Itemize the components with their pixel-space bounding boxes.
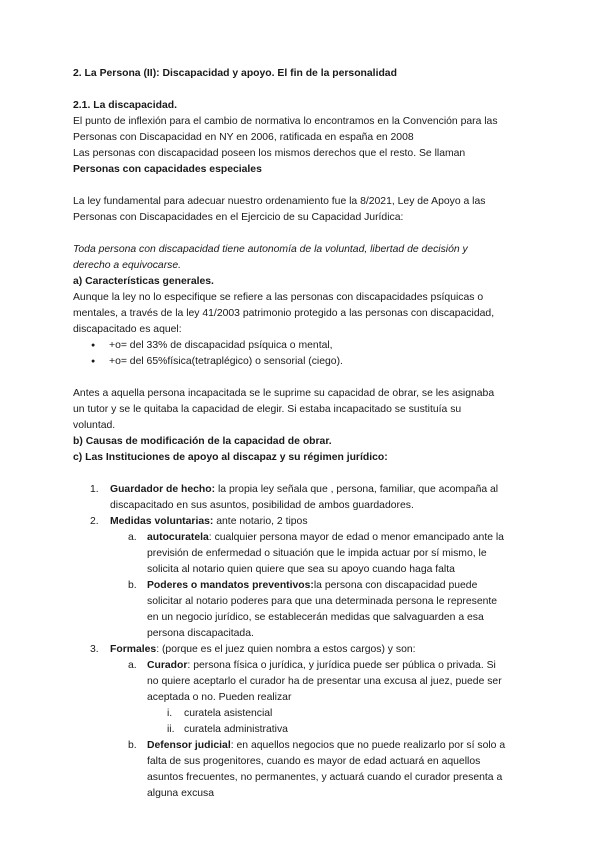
item-label: Poderes o mandatos preventivos: xyxy=(147,580,314,591)
paragraph-line: Personas con Discapacidades en el Ejercicio de su Capacidad Jurídica: xyxy=(73,212,404,223)
item-text: : en aquellos negocios que no puede realizarlo por sí solo a xyxy=(230,740,506,751)
item-label: Guardador de hecho: xyxy=(110,484,216,495)
paragraph-line: Antes a aquella persona incapacitada se le suprime su capacidad de obrar, se les asignaba xyxy=(73,388,495,399)
list-item-guardador xyxy=(73,482,528,514)
sublist xyxy=(110,530,528,642)
item-text: discapacitado en sus asuntos, posibilidad de ambos guardadores. xyxy=(110,500,414,511)
sublist-letter: a. xyxy=(128,532,137,543)
item-text: alguna excusa xyxy=(147,788,215,799)
item-text: curatela asistencial xyxy=(184,708,273,719)
list-number: 1. xyxy=(90,484,99,495)
item-label: Curador xyxy=(147,660,188,671)
list-item-formales xyxy=(73,642,528,802)
paragraph-line: La ley fundamental para adecuar nuestro ordenamiento fue la 8/2021, Ley de Apoyo a las xyxy=(73,196,486,207)
section-c-heading: c) Las Instituciones de apoyo al discapaz y su régimen jurídico: xyxy=(73,452,388,463)
list-number: 2. xyxy=(90,516,99,527)
roman-numeral: ii. xyxy=(167,724,175,735)
item-text: : cualquier persona mayor de edad o menor emancipado ante la xyxy=(208,532,504,543)
paragraph-line: discapacitado es aquel: xyxy=(73,324,182,335)
item-text: la persona con discapacidad puede xyxy=(313,580,478,591)
sublist-letter: b. xyxy=(128,580,137,591)
sublist-letter: a. xyxy=(128,660,137,671)
item-text: solicitar al notario poderes para que una determinada persona le represente xyxy=(147,596,498,607)
roman-numeral: i. xyxy=(167,708,173,719)
paragraph-line: mentales, a través de la ley 41/2003 patrimonio protegido a las personas con discapacidad, xyxy=(73,308,495,319)
item-text: : persona física o jurídica, y jurídica puede ser pública o privada. Si xyxy=(187,660,496,671)
roman-item xyxy=(147,722,528,738)
sublist-item-defensor xyxy=(110,738,528,802)
section-b-heading: b) Causas de modificación de la capacidad de obrar. xyxy=(73,436,332,447)
sublist-item-curador xyxy=(110,658,528,738)
instituciones-list xyxy=(73,482,528,802)
item-text: solicita al notario quien quiere que sea su apoyo cuando haga falta xyxy=(147,564,455,575)
item-text: falta de sus progenitores, cuando es mayor de edad actuará en aquellos xyxy=(147,756,481,767)
paragraph-line: voluntad. xyxy=(73,420,116,431)
item-text: aceptada o no. Pueden realizar xyxy=(147,692,292,703)
item-label: Medidas voluntarias: xyxy=(110,516,214,527)
sublist xyxy=(110,658,528,802)
italic-quote-line: derecho a equivocarse. xyxy=(73,260,182,271)
document-title: 2. La Persona (II): Discapacidad y apoyo. El fin de la personalidad xyxy=(73,68,397,79)
section-a-heading: a) Características generales. xyxy=(73,276,214,287)
item-text: ante notario, 2 tipos xyxy=(213,516,308,527)
item-text: previsión de enfermedad o situación que le impida actuar por sí mismo, le xyxy=(147,548,487,559)
bullet-item: ● +o= del 33% de discapacidad psíquica o mental, xyxy=(91,338,528,354)
item-text: curatela administrativa xyxy=(184,724,288,735)
sublist-item-autocuratela xyxy=(110,530,528,578)
item-text: en un negocio jurídico, se establecerán medidas que salvaguarden a esa xyxy=(147,612,484,623)
list-item-medidas-voluntarias xyxy=(73,514,528,642)
italic-quote-line: Toda persona con discapacidad tiene autonomía de la voluntad, libertad de decisión y xyxy=(73,244,468,255)
roman-sublist xyxy=(147,706,528,738)
item-label: Defensor judicial xyxy=(147,740,231,751)
capacidades-especiales-line: Personas con capacidades especiales xyxy=(73,164,262,175)
paragraph-line: un tutor y se le quitaba la capacidad de elegir. Si estaba incapacitado se sustituía su xyxy=(73,404,462,415)
item-text: persona discapacitada. xyxy=(147,628,254,639)
item-text: asuntos frecuentes, no permanentes, y actuará cuando el curador presenta a xyxy=(147,772,503,783)
section-2-1-heading: 2.1. La discapacidad. xyxy=(73,100,177,111)
criteria-bullet-list xyxy=(73,338,528,370)
sublist-letter: b. xyxy=(128,740,137,751)
paragraph-line: El punto de inflexión para el cambio de normativa lo encontramos en la Convención para las xyxy=(73,116,498,127)
paragraph-line: Personas con Discapacidad en NY en 2006, ratificada en españa en 2008 xyxy=(73,132,414,143)
item-text: : (porque es el juez quien nombra a estos cargos) y son: xyxy=(156,644,416,655)
paragraph-line: Las personas con discapacidad poseen los mismos derechos que el resto. Se llaman xyxy=(73,148,466,159)
roman-item xyxy=(147,706,528,722)
sublist-item-poderes xyxy=(110,578,528,642)
item-text: no quiere aceptarlo el curador ha de presentar una excusa al juez, puede ser xyxy=(147,676,502,687)
paragraph-line: Aunque la ley no lo especifique se refiere a las personas con discapacidades psíquicas o xyxy=(73,292,484,303)
item-label: Formales xyxy=(110,644,157,655)
item-text: la propia ley señala que , persona, familiar, que acompaña al xyxy=(215,484,499,495)
bullet-item: ● +o= del 65%física(tetraplégico) o sensorial (ciego). xyxy=(91,354,528,370)
list-number: 3. xyxy=(90,644,99,655)
item-label: autocuratela xyxy=(147,532,209,543)
